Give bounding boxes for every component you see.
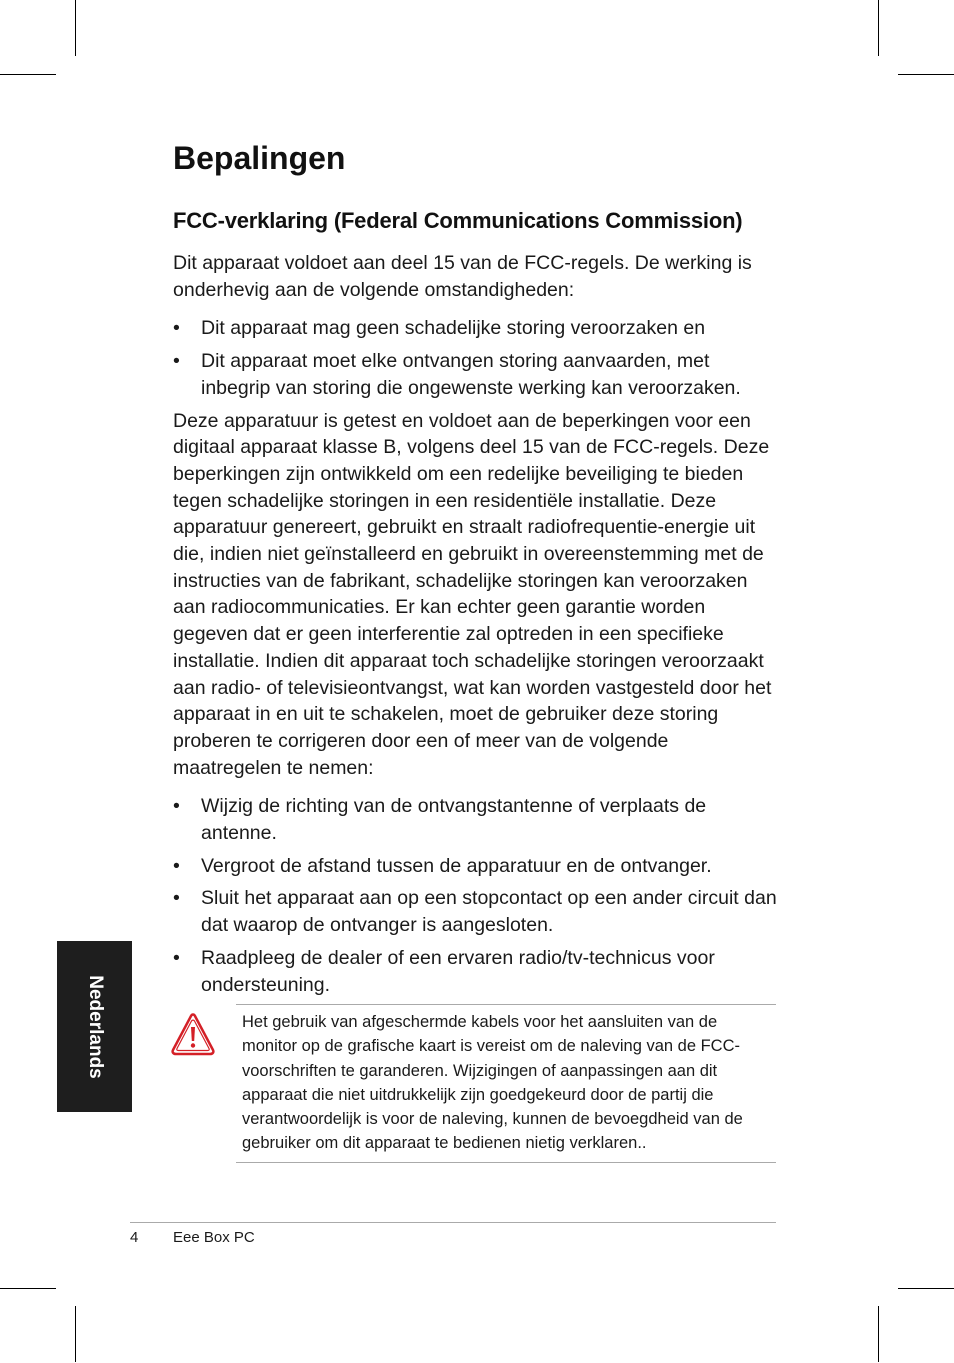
bullet: • bbox=[173, 887, 180, 910]
list-item: • Sluit het apparaat aan op een stopcontact op een ander circuit dan dat waarop de ontvanger is aangesloten. bbox=[173, 887, 777, 937]
bullet: • bbox=[173, 317, 180, 340]
list-item: • Wijzig de richting van de ontvangstantenne of verplaats de antenne. bbox=[173, 795, 707, 845]
bullet: • bbox=[173, 350, 180, 373]
document-name: Eee Box PC bbox=[173, 1229, 255, 1246]
bullet: • bbox=[173, 795, 180, 818]
body-paragraph: Deze apparatuur is getest en voldoet aan de beperkingen voor een digitaal apparaat klasse B, volgens deel 15 van de FCC-regels. Deze beperkingen zijn ontwikkeld om een redelijke beveiliging te bieden tegen schadelijke storingen in een residentiële installatie. Deze apparatuur genereert, gebruikt en straalt radiofrequentie-energie uit die, indien niet geïnstalleerd en gebruikt in overeenstemming met de instructies van de fabrikant, schadelijke storingen kan veroorzaken aan radiocommunicaties. Er kan echter geen garantie worden gegeven dat er geen interferentie zal optreden in een specifieke installatie. Indien dit apparaat toch schadelijke storingen veroorzaakt aan radio- of televisieontvangst, wat kan worden vastgesteld door het apparaat in en uit te schakelen, moet de gebruiker deze storing proberen te corrigeren door een of meer van de volgende maatregelen te nemen: bbox=[173, 409, 772, 779]
crop-mark bbox=[898, 74, 954, 75]
warning-triangle-icon bbox=[170, 1012, 216, 1056]
list-item: • Vergroot de afstand tussen de apparatuur en de ontvanger. bbox=[173, 853, 778, 880]
page-number: 4 bbox=[130, 1229, 139, 1246]
crop-mark bbox=[0, 1288, 56, 1289]
main-content bbox=[173, 250, 778, 1004]
crop-mark bbox=[898, 1288, 954, 1289]
crop-mark bbox=[75, 1306, 76, 1362]
list-item: • Dit apparaat moet elke ontvangen storing aanvaarden, met inbegrip van storing die ongewenste werking kan veroorzaken. bbox=[173, 350, 741, 399]
language-label: Nederlands bbox=[84, 974, 106, 1079]
warning-note: Het gebruik van afgeschermde kabels voor het aansluiten van de monitor op de grafische kaart is vereist om de naleving van de FCC-voorschriften te garanderen. Wijzigingen of aanpassingen aan dit apparaat die niet uitdrukkelijk zijn goedgekeurd door de partij die verantwoordelijk is voor de naleving, kunnen de bevoegdheid van de gebruiker om dit apparaat te bedienen nietig verklaren.. bbox=[236, 1004, 776, 1163]
footer-divider bbox=[130, 1222, 776, 1223]
crop-mark bbox=[878, 0, 879, 56]
bullet: • bbox=[173, 854, 180, 877]
language-tab bbox=[57, 941, 132, 1112]
list-item: • Raadpleeg de dealer of een ervaren radio/tv-technicus voor ondersteuning. bbox=[173, 946, 715, 996]
page-title: Bepalingen bbox=[173, 140, 346, 176]
conditions-list bbox=[173, 315, 778, 401]
intro-paragraph: Dit apparaat voldoet aan deel 15 van de FCC-regels. De werking is onderhevig aan de volgende omstandigheden: bbox=[173, 252, 752, 301]
crop-mark bbox=[878, 1306, 879, 1362]
section-heading: FCC-verklaring (Federal Communications Commission) bbox=[173, 208, 743, 233]
crop-mark bbox=[75, 0, 76, 56]
bullet: • bbox=[173, 946, 180, 969]
measures-list bbox=[173, 793, 778, 998]
list-item: • Dit apparaat mag geen schadelijke storing veroorzaken en bbox=[173, 315, 778, 342]
crop-mark bbox=[0, 74, 56, 75]
